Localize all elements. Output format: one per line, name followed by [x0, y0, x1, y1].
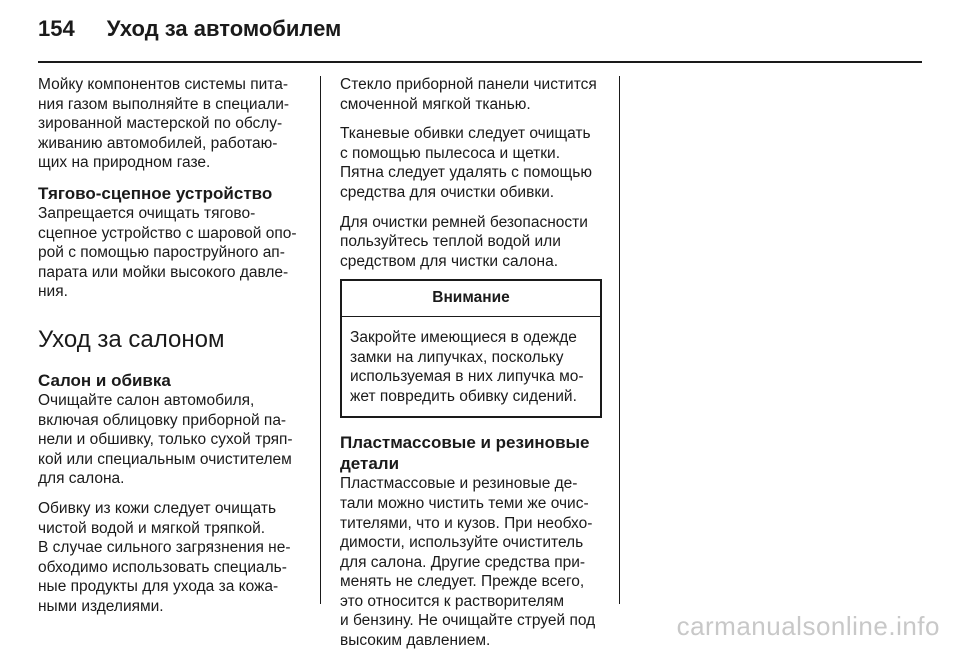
text-line: Мойку компонентов системы пита- [38, 76, 289, 93]
page-title: Уход за автомобилем [106, 16, 342, 41]
column-divider-1 [320, 76, 321, 604]
text-line: средства для очистки обивки. [340, 183, 555, 201]
paragraph-dashboard-glass [340, 75, 608, 114]
text-line: щих на природном газе. [38, 154, 211, 172]
paragraph-interior-cleaning [38, 391, 310, 489]
text-line: смоченной мягкой тканью. [340, 95, 531, 113]
text-line: сцепное устройство с шаровой опо- [38, 224, 297, 242]
text-line: зированной мастерской по обслу- [38, 115, 283, 133]
text-line: детали [340, 454, 400, 474]
text-line: жет повредить обивку сидений. [350, 387, 577, 405]
text-line: ными изделиями. [38, 597, 164, 615]
heading-plastic-rubber [340, 432, 608, 474]
column-divider-2 [619, 76, 620, 604]
watermark: carmanualsonline.info [676, 611, 940, 641]
text-line: парата или мойки высокого давле- [38, 263, 289, 281]
text-line: чистой водой и мягкой тряпкой. [38, 519, 266, 537]
text-line: ния газом выполняйте в специали- [38, 95, 290, 113]
text-line: Пятна следует удалять с помощью [340, 164, 592, 182]
text-line: тали можно чистить теми же очис- [340, 494, 589, 512]
text-line: высоким давлением. [340, 632, 491, 650]
text-line: для салона. Другие средства при- [340, 553, 586, 571]
column-middle [340, 75, 608, 651]
text-line: кой или специальным очистителем [38, 450, 292, 468]
text-line: Обивку из кожи следует очищать [38, 499, 277, 517]
text-line: рой с помощью пароструйного ап- [38, 244, 285, 262]
text-line: обходимо использовать специаль- [38, 558, 287, 576]
paragraph-fabric [340, 124, 608, 202]
page-number: 154 [38, 16, 75, 41]
text-line: Тканевые обивки следует очищать [340, 125, 591, 143]
text-line: Запрещается очищать тягово- [38, 204, 256, 222]
text-line: средством для чистки салона. [340, 252, 558, 270]
text-line: живанию автомобилей, работаю- [38, 134, 278, 152]
text-line: с помощью пылесоса и щетки. [340, 144, 561, 162]
text-line: это относится к растворителям [340, 592, 565, 610]
text-line: ные продукты для ухода за кожа- [38, 578, 279, 596]
warning-box [340, 279, 602, 418]
text-line: пользуйтесь теплой водой или [340, 233, 561, 251]
text-line: нели и обшивку, только сухой тряп- [38, 431, 293, 449]
text-line: Пластмассовые и резиновые [340, 433, 590, 453]
text-line: используемая в них липучка мо- [350, 368, 584, 386]
text-line: Закройте имеющиеся в одежде [350, 328, 577, 346]
text-line: димости, используйте очиститель [340, 534, 584, 552]
text-line: и бензину. Не очищайте струей под [340, 612, 596, 630]
text-line: В случае сильного загрязнения не- [38, 539, 291, 557]
paragraph-plastic-rubber [340, 474, 608, 650]
text-line: замки на липучках, поскольку [350, 348, 564, 366]
text-line: Для очистки ремней безопасности [340, 213, 588, 231]
warning-title: Внимание [342, 281, 600, 317]
header-divider [38, 61, 922, 63]
text-line: Очищайте салон автомобиля, [38, 391, 255, 409]
warning-text [342, 317, 600, 416]
text-line: менять не следует. Прежде всего, [340, 573, 585, 591]
paragraph-seat-belts [340, 213, 608, 272]
heading-interior-care: Уход за салоном [38, 325, 225, 353]
text-line: Пластмассовые и резиновые де- [340, 475, 578, 493]
paragraph-leather [38, 499, 310, 617]
text-line: тителями, что и кузов. При необхо- [340, 514, 593, 532]
text-line: включая облицовку приборной па- [38, 411, 287, 429]
text-line: для салона. [38, 470, 125, 488]
column-left [38, 75, 310, 616]
heading-tow-hitch: Тягово-сцепное устройство [38, 183, 273, 203]
text-line: Стекло приборной панели чистится [340, 76, 597, 93]
text-line: ния. [38, 283, 68, 301]
heading-interior-upholstery: Салон и обивка [38, 370, 171, 390]
paragraph-gas-washing [38, 75, 310, 173]
paragraph-tow-hitch [38, 204, 310, 302]
page-header [38, 16, 341, 46]
